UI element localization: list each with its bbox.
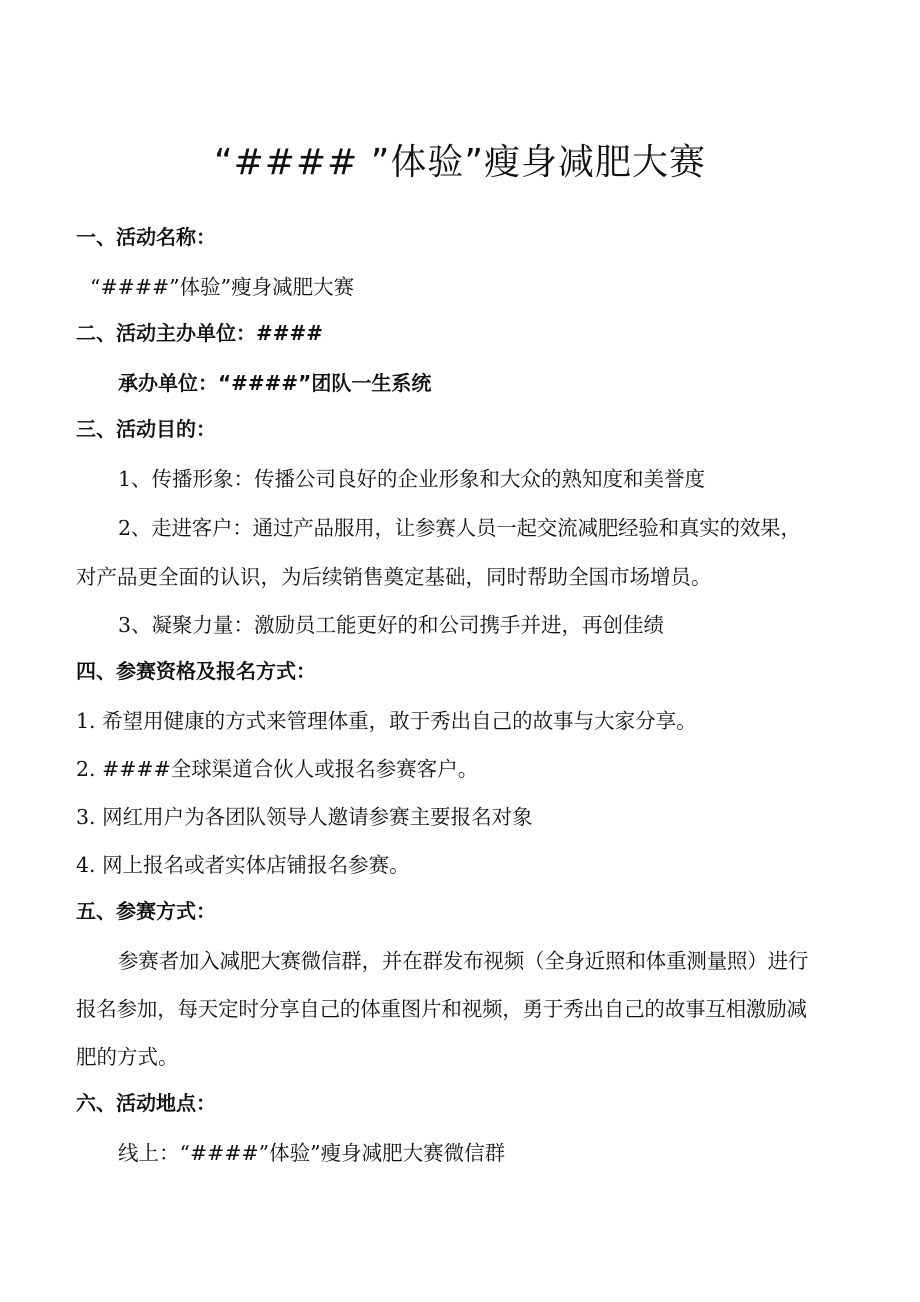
document-title: “#### ”体验”瘦身减肥大赛 [213,142,707,183]
section-3-item-1: 1、传播形象：传播公司良好的企业形象和大众的熟知度和美誉度 [118,467,706,491]
section-2-sub: 承办单位：“####”团队一生系统 [118,371,432,395]
section-4-item-4: 4. 网上报名或者实体店铺报名参赛。 [76,853,410,877]
section-6-heading: 六、活动地点： [76,1091,216,1115]
section-6-body: 线上：“####”体验”瘦身减肥大赛微信群 [118,1141,506,1165]
section-3-heading: 三、活动目的： [76,417,216,441]
section-2-heading: 二、活动主办单位：#### [76,321,324,345]
section-1-body: “####”体验”瘦身减肥大赛 [90,275,355,299]
section-4-item-1: 1. 希望用健康的方式来管理体重，敢于秀出自己的故事与大家分享。 [76,709,697,733]
section-5-para-line-2: 报名参加，每天定时分享自己的体重图片和视频，勇于秀出自己的故事互相激励减 [76,997,807,1021]
section-3-item-2-line-2: 对产品更全面的认识，为后续销售奠定基础，同时帮助全国市场增员。 [76,565,712,589]
section-4-item-2: 2. ####全球渠道合伙人或报名参赛客户。 [76,757,479,781]
section-3-item-2-line-1: 2、走进客户：通过产品服用，让参赛人员一起交流减肥经验和真实的效果， [118,516,801,540]
section-5-para-line-1: 参赛者加入减肥大赛微信群，并在群发布视频（全身近照和体重测量照）进行 [118,949,809,973]
section-4-heading: 四、参赛资格及报名方式： [76,659,316,683]
section-1-heading: 一、活动名称： [76,225,216,249]
section-3-item-3: 3、凝聚力量：激励员工能更好的和公司携手并进，再创佳绩 [118,613,665,637]
section-4-item-3: 3. 网红用户为各团队领导人邀请参赛主要报名对象 [76,805,533,829]
section-5-para-line-3: 肥的方式。 [76,1045,179,1069]
section-5-heading: 五、参赛方式： [76,899,216,923]
